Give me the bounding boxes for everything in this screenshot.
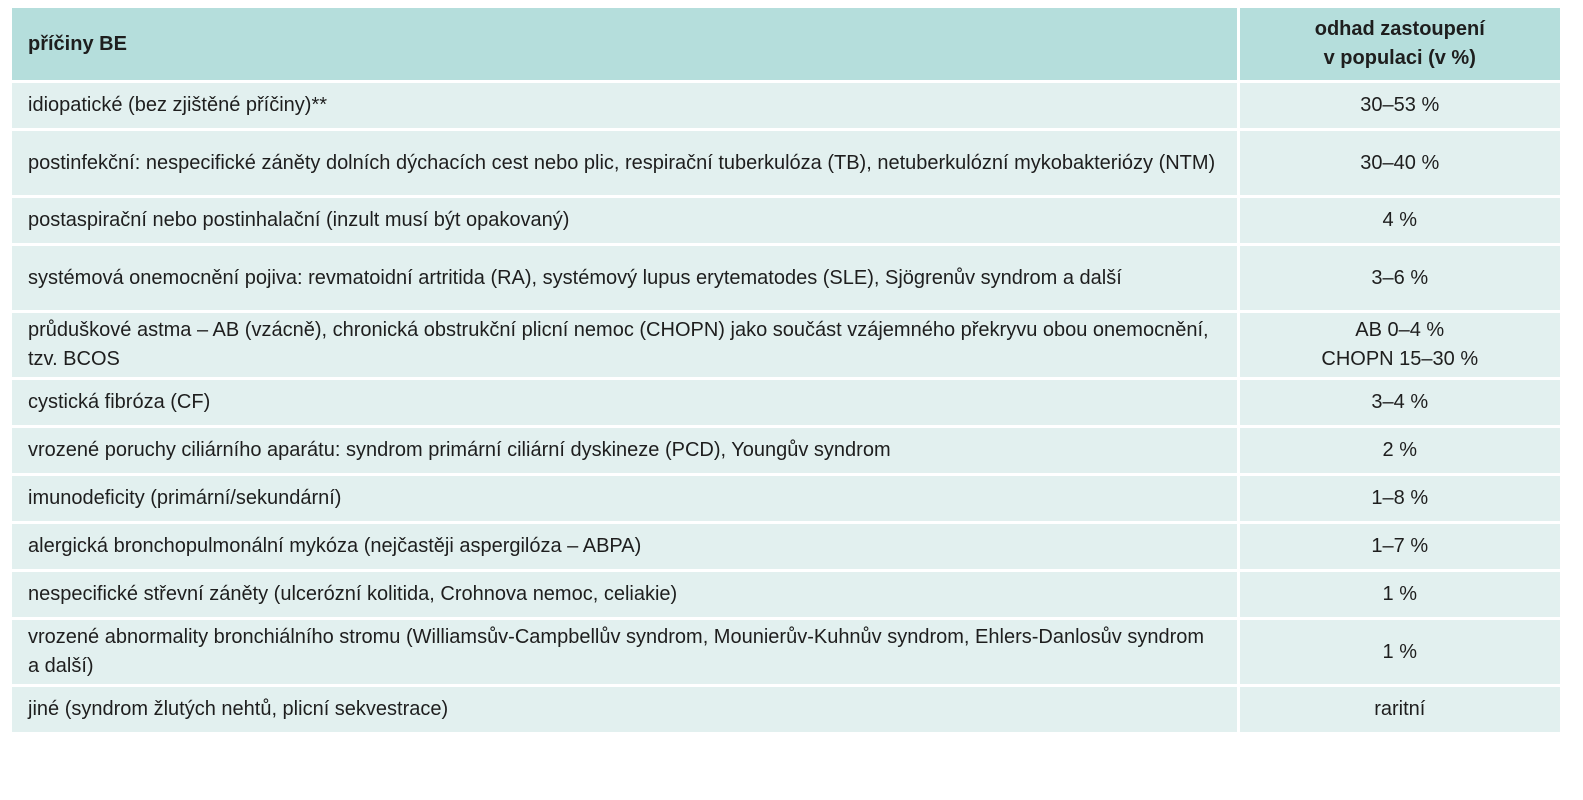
table-row xyxy=(12,245,1560,312)
cause-cell: postaspirační nebo postinhalační (inzult musí být opakovaný) xyxy=(12,197,1238,245)
share-cell: 1 % xyxy=(1238,619,1560,686)
causes-table xyxy=(12,8,1560,732)
cause-cell: imunodeficity (primární/sekundární) xyxy=(12,475,1238,523)
share-cell: 1–7 % xyxy=(1238,523,1560,571)
table-row xyxy=(12,379,1560,427)
header-causes: příčiny BE xyxy=(12,8,1238,82)
header-population-share xyxy=(1238,8,1560,82)
table-row xyxy=(12,571,1560,619)
cause-cell: vrozené abnormality bronchiálního stromu (Williamsův-Campbellův syndrom, Mounierův-Kuhnův syndrom, Ehlers-Danlosův syndrom a další) xyxy=(12,619,1238,686)
share-value-ab: AB 0–4 % xyxy=(1355,319,1445,341)
table-row xyxy=(12,82,1560,130)
share-cell: 3–6 % xyxy=(1238,245,1560,312)
cause-cell: alergická bronchopulmonální mykóza (nejčastěji aspergilóza – ABPA) xyxy=(12,523,1238,571)
share-cell: 3–4 % xyxy=(1238,379,1560,427)
header-share-line-2: v populaci (v %) xyxy=(1323,47,1476,69)
table-row xyxy=(12,130,1560,197)
share-cell: 2 % xyxy=(1238,427,1560,475)
share-cell: 30–53 % xyxy=(1238,82,1560,130)
cause-cell: systémová onemocnění pojiva: revmatoidní artritida (RA), systémový lupus erytematodes (SLE), Sjögrenův syndrom a další xyxy=(12,245,1238,312)
table-header-row xyxy=(12,8,1560,82)
table-row xyxy=(12,686,1560,733)
cause-cell: nespecifické střevní záněty (ulcerózní kolitida, Crohnova nemoc, celiakie) xyxy=(12,571,1238,619)
table-row xyxy=(12,619,1560,686)
table-row xyxy=(12,523,1560,571)
cause-cell: jiné (syndrom žlutých nehtů, plicní sekvestrace) xyxy=(12,686,1238,733)
table-row xyxy=(12,427,1560,475)
share-cell: 30–40 % xyxy=(1238,130,1560,197)
header-share-line-1: odhad zastoupení xyxy=(1314,18,1485,40)
table-row xyxy=(12,475,1560,523)
table-row xyxy=(12,312,1560,379)
causes-table-container xyxy=(12,8,1560,732)
table-row xyxy=(12,197,1560,245)
share-cell: 4 % xyxy=(1238,197,1560,245)
cause-cell: cystická fibróza (CF) xyxy=(12,379,1238,427)
cause-cell: vrozené poruchy ciliárního aparátu: syndrom primární ciliární dyskineze (PCD), Youngův syndrom xyxy=(12,427,1238,475)
cause-cell: průduškové astma – AB (vzácně), chronická obstrukční plicní nemoc (CHOPN) jako součást vzájemného překryvu obou onemocnění, tzv. BCOS xyxy=(12,312,1238,379)
share-value-chopn: CHOPN 15–30 % xyxy=(1321,348,1479,370)
share-cell: 1 % xyxy=(1238,571,1560,619)
share-cell xyxy=(1238,312,1560,379)
cause-cell: postinfekční: nespecifické záněty dolních dýchacích cest nebo plic, respirační tuberkulóza (TB), netuberkulózní mykobakteriózy (NTM) xyxy=(12,130,1238,197)
share-cell: 1–8 % xyxy=(1238,475,1560,523)
cause-cell: idiopatické (bez zjištěné příčiny)** xyxy=(12,82,1238,130)
share-cell: raritní xyxy=(1238,686,1560,733)
